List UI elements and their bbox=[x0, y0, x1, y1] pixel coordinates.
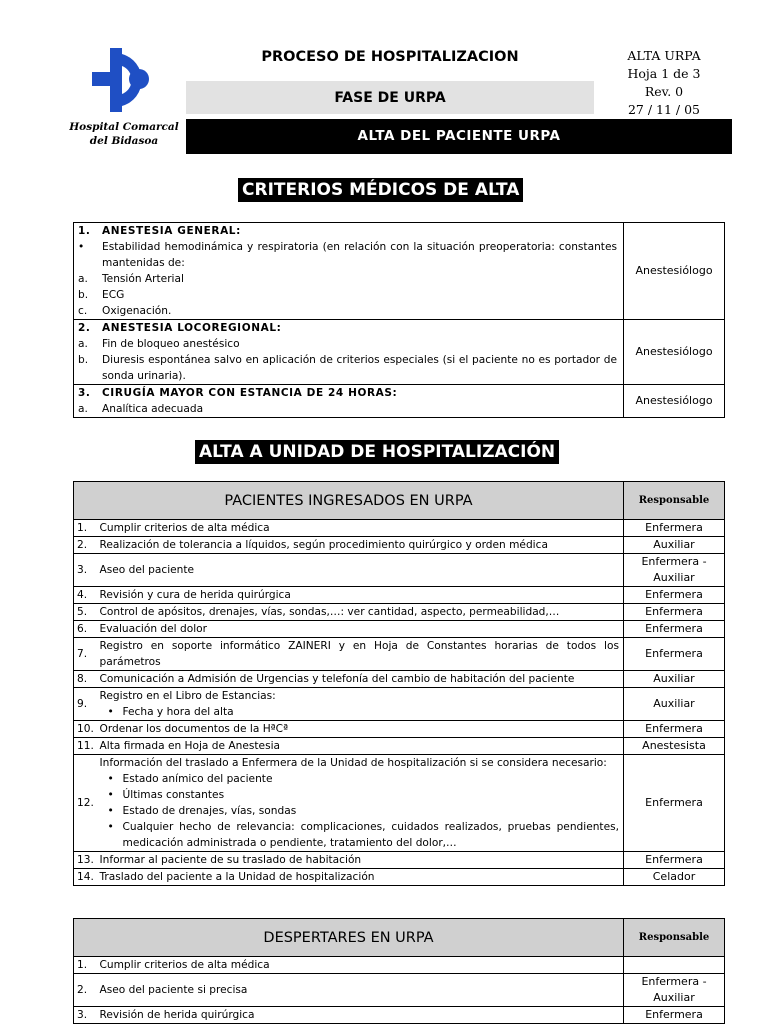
criterio-text: Estabilidad hemodinámica y respiratoria (en relación con la situación preoperatoria: constantes mantenidas de: bbox=[102, 241, 617, 269]
criterio-mark: b. bbox=[78, 354, 89, 366]
row-task bbox=[100, 869, 624, 886]
criterio-line bbox=[78, 223, 617, 239]
bullet-item: • Estado anímico del paciente bbox=[108, 771, 620, 787]
criterio-line bbox=[78, 271, 617, 287]
row-task bbox=[100, 957, 624, 974]
row-task bbox=[100, 671, 624, 688]
row-task-text: Cumplir criterios de alta médica bbox=[99, 522, 270, 534]
row-task bbox=[100, 621, 624, 638]
table-row bbox=[74, 869, 725, 886]
row-bullets bbox=[100, 704, 620, 720]
row-task-text: Ordenar los documentos de la HªCª bbox=[99, 723, 289, 735]
row-task bbox=[100, 974, 624, 1007]
table-row bbox=[74, 721, 725, 738]
criterio-line bbox=[78, 336, 617, 352]
table-row bbox=[74, 974, 725, 1007]
criterio-mark: c. bbox=[78, 305, 88, 317]
criterio-line bbox=[78, 239, 617, 271]
alta-resp-header: Responsable bbox=[624, 482, 725, 520]
table-row bbox=[74, 554, 725, 587]
row-task bbox=[100, 755, 624, 852]
section-bar: ALTA DEL PACIENTE URPA bbox=[186, 119, 732, 153]
row-responsable: Enfermera bbox=[624, 721, 725, 738]
bullet-item: • Estado de drenajes, vías, sondas bbox=[108, 803, 620, 819]
criterio-line bbox=[78, 401, 617, 417]
row-task-text: Cumplir criterios de alta médica bbox=[99, 959, 270, 971]
phase-label: FASE DE URPA bbox=[186, 81, 594, 114]
table-row bbox=[74, 957, 725, 974]
bullet-item: • Fecha y hora del alta bbox=[108, 704, 620, 720]
row-responsable: Enfermera - Auxiliar bbox=[624, 974, 725, 1007]
row-bullets bbox=[100, 771, 620, 851]
row-number: 10. bbox=[74, 721, 100, 738]
criterio-row bbox=[74, 320, 725, 385]
row-responsable: Celador bbox=[624, 869, 725, 886]
row-task-text: Comunicación a Admisión de Urgencias y telefonía del cambio de habitación del paciente bbox=[99, 673, 575, 685]
hospital-name: Hospital Comarcal del Bidasoa bbox=[69, 121, 179, 147]
row-number: 4. bbox=[74, 587, 100, 604]
criterio-line bbox=[78, 352, 617, 384]
row-task-text: Aseo del paciente bbox=[99, 564, 195, 576]
row-responsable: Enfermera bbox=[624, 520, 725, 537]
criterio-mark: • bbox=[78, 241, 85, 253]
row-responsable: Enfermera - Auxiliar bbox=[624, 554, 725, 587]
table-row bbox=[74, 621, 725, 638]
row-responsable bbox=[624, 957, 725, 974]
table-row bbox=[74, 1007, 725, 1024]
table-row bbox=[74, 638, 725, 671]
alta-unidad-table bbox=[73, 481, 725, 886]
row-responsable: Auxiliar bbox=[624, 671, 725, 688]
row-task-text: Control de apósitos, drenajes, vías, sondas,…: ver cantidad, aspecto, permeabilidad,… bbox=[99, 606, 560, 618]
table-row bbox=[74, 537, 725, 554]
row-task-text: Informar al paciente de su traslado de habitación bbox=[99, 854, 362, 866]
row-number: 2. bbox=[74, 537, 100, 554]
criterio-mark: b. bbox=[78, 289, 89, 301]
criterio-row bbox=[74, 385, 725, 418]
row-number: 2. bbox=[74, 974, 100, 1007]
criterio-text: Analítica adecuada bbox=[102, 403, 204, 415]
row-task bbox=[100, 721, 624, 738]
row-task bbox=[100, 520, 624, 537]
sheet-number: Hoja 1 de 3 bbox=[627, 66, 701, 81]
alta-unidad-heading: ALTA A UNIDAD DE HOSPITALIZACIÓN bbox=[195, 440, 559, 464]
row-responsable: Auxiliar bbox=[624, 537, 725, 554]
doc-date: 27 / 11 / 05 bbox=[627, 102, 701, 117]
revision: Rev. 0 bbox=[644, 84, 684, 99]
criterio-line bbox=[78, 385, 617, 401]
table-row bbox=[74, 520, 725, 537]
bullet-item: • Últimas constantes bbox=[108, 787, 620, 803]
table-row bbox=[74, 755, 725, 852]
process-title: PROCESO DE HOSPITALIZACION bbox=[261, 49, 519, 65]
row-task-text: Información del traslado a Enfermera de la Unidad de hospitalización si se considera necesario: bbox=[99, 757, 607, 769]
row-responsable: Enfermera bbox=[624, 621, 725, 638]
criterio-text: Diuresis espontánea salvo en aplicación de criterios especiales (si el paciente no es portador de sonda urinaria). bbox=[102, 354, 617, 382]
criterio-title: CIRUGÍA MAYOR CON ESTANCIA DE 24 HORAS: bbox=[102, 387, 398, 399]
criterio-title: ANESTESIA GENERAL: bbox=[102, 225, 241, 237]
row-task-text: Realización de tolerancia a líquidos, según procedimiento quirúrgico y orden médica bbox=[99, 539, 548, 551]
criterio-line bbox=[78, 303, 617, 319]
row-number: 8. bbox=[74, 671, 100, 688]
row-responsable: Enfermera bbox=[624, 852, 725, 869]
criterios-heading: CRITERIOS MÉDICOS DE ALTA bbox=[238, 178, 523, 202]
row-number: 1. bbox=[74, 520, 100, 537]
row-task-text: Traslado del paciente a la Unidad de hospitalización bbox=[99, 871, 375, 883]
table-row bbox=[74, 604, 725, 621]
document-meta bbox=[604, 47, 724, 119]
criterio-title: ANESTESIA LOCOREGIONAL: bbox=[102, 322, 282, 334]
criterio-responsable: Anestesiólogo bbox=[624, 320, 725, 385]
criterio-text: Tensión Arterial bbox=[102, 273, 184, 285]
table-row bbox=[74, 738, 725, 755]
row-number: 13. bbox=[74, 852, 100, 869]
hospital-logo bbox=[92, 48, 152, 112]
criterio-mark: a. bbox=[78, 338, 88, 350]
row-number: 6. bbox=[74, 621, 100, 638]
criterio-body bbox=[74, 223, 624, 320]
row-task-text: Revisión de herida quirúrgica bbox=[99, 1009, 255, 1021]
row-number: 5. bbox=[74, 604, 100, 621]
row-responsable: Enfermera bbox=[624, 755, 725, 852]
criterio-body bbox=[74, 320, 624, 385]
row-task bbox=[100, 537, 624, 554]
header-divider bbox=[186, 152, 732, 154]
criterio-mark: 1. bbox=[78, 225, 91, 237]
row-number: 7. bbox=[74, 638, 100, 671]
row-task bbox=[100, 554, 624, 587]
row-task-text: Aseo del paciente si precisa bbox=[99, 984, 248, 996]
criterio-text: Oxigenación. bbox=[102, 305, 172, 317]
row-responsable: Auxiliar bbox=[624, 688, 725, 721]
criterio-mark: 2. bbox=[78, 322, 91, 334]
row-task bbox=[100, 638, 624, 671]
row-number: 3. bbox=[74, 1007, 100, 1024]
row-responsable: Anestesista bbox=[624, 738, 725, 755]
row-task-text: Alta firmada en Hoja de Anestesia bbox=[99, 740, 281, 752]
row-number: 1. bbox=[74, 957, 100, 974]
row-task-text: Evaluación del dolor bbox=[99, 623, 207, 635]
row-task-text: Revisión y cura de herida quirúrgica bbox=[99, 589, 291, 601]
criterio-mark: 3. bbox=[78, 387, 91, 399]
alta-table-title: PACIENTES INGRESADOS EN URPA bbox=[74, 482, 624, 520]
row-number: 3. bbox=[74, 554, 100, 587]
row-number: 14. bbox=[74, 869, 100, 886]
row-task bbox=[100, 738, 624, 755]
despertares-resp-header: Responsable bbox=[624, 919, 725, 957]
row-task bbox=[100, 852, 624, 869]
row-responsable: Enfermera bbox=[624, 1007, 725, 1024]
row-task bbox=[100, 604, 624, 621]
criterio-row bbox=[74, 223, 725, 320]
table-row bbox=[74, 671, 725, 688]
row-responsable: Enfermera bbox=[624, 604, 725, 621]
table-row bbox=[74, 587, 725, 604]
criterio-line bbox=[78, 320, 617, 336]
criterio-responsable: Anestesiólogo bbox=[624, 385, 725, 418]
row-number: 11. bbox=[74, 738, 100, 755]
row-responsable: Enfermera bbox=[624, 638, 725, 671]
table-row bbox=[74, 688, 725, 721]
row-task bbox=[100, 1007, 624, 1024]
row-number: 12. bbox=[74, 755, 100, 852]
criterio-text: Fin de bloqueo anestésico bbox=[102, 338, 240, 350]
row-task bbox=[100, 587, 624, 604]
row-task bbox=[100, 688, 624, 721]
row-task-text: Registro en el Libro de Estancias: bbox=[99, 690, 276, 702]
criterio-mark: a. bbox=[78, 273, 88, 285]
criterio-line bbox=[78, 287, 617, 303]
bullet-item: • Cualquier hecho de relevancia: complicaciones, cuidados realizados, pruebas pendientes, medicación administrada o pendiente, tratamiento del dolor,… bbox=[108, 819, 620, 851]
table-row bbox=[74, 852, 725, 869]
criterio-mark: a. bbox=[78, 403, 88, 415]
criterios-table bbox=[73, 222, 725, 418]
criterio-body bbox=[74, 385, 624, 418]
criterio-responsable: Anestesiólogo bbox=[624, 223, 725, 320]
doc-code: ALTA URPA bbox=[627, 48, 701, 63]
criterio-text: ECG bbox=[102, 289, 125, 301]
despertares-table bbox=[73, 918, 725, 1024]
despertares-table-title: DESPERTARES EN URPA bbox=[74, 919, 624, 957]
row-responsable: Enfermera bbox=[624, 587, 725, 604]
row-task-text: Registro en soporte informático ZAINERI y en Hoja de Constantes horarias de todos los parámetros bbox=[99, 640, 619, 668]
row-number: 9. bbox=[74, 688, 100, 721]
